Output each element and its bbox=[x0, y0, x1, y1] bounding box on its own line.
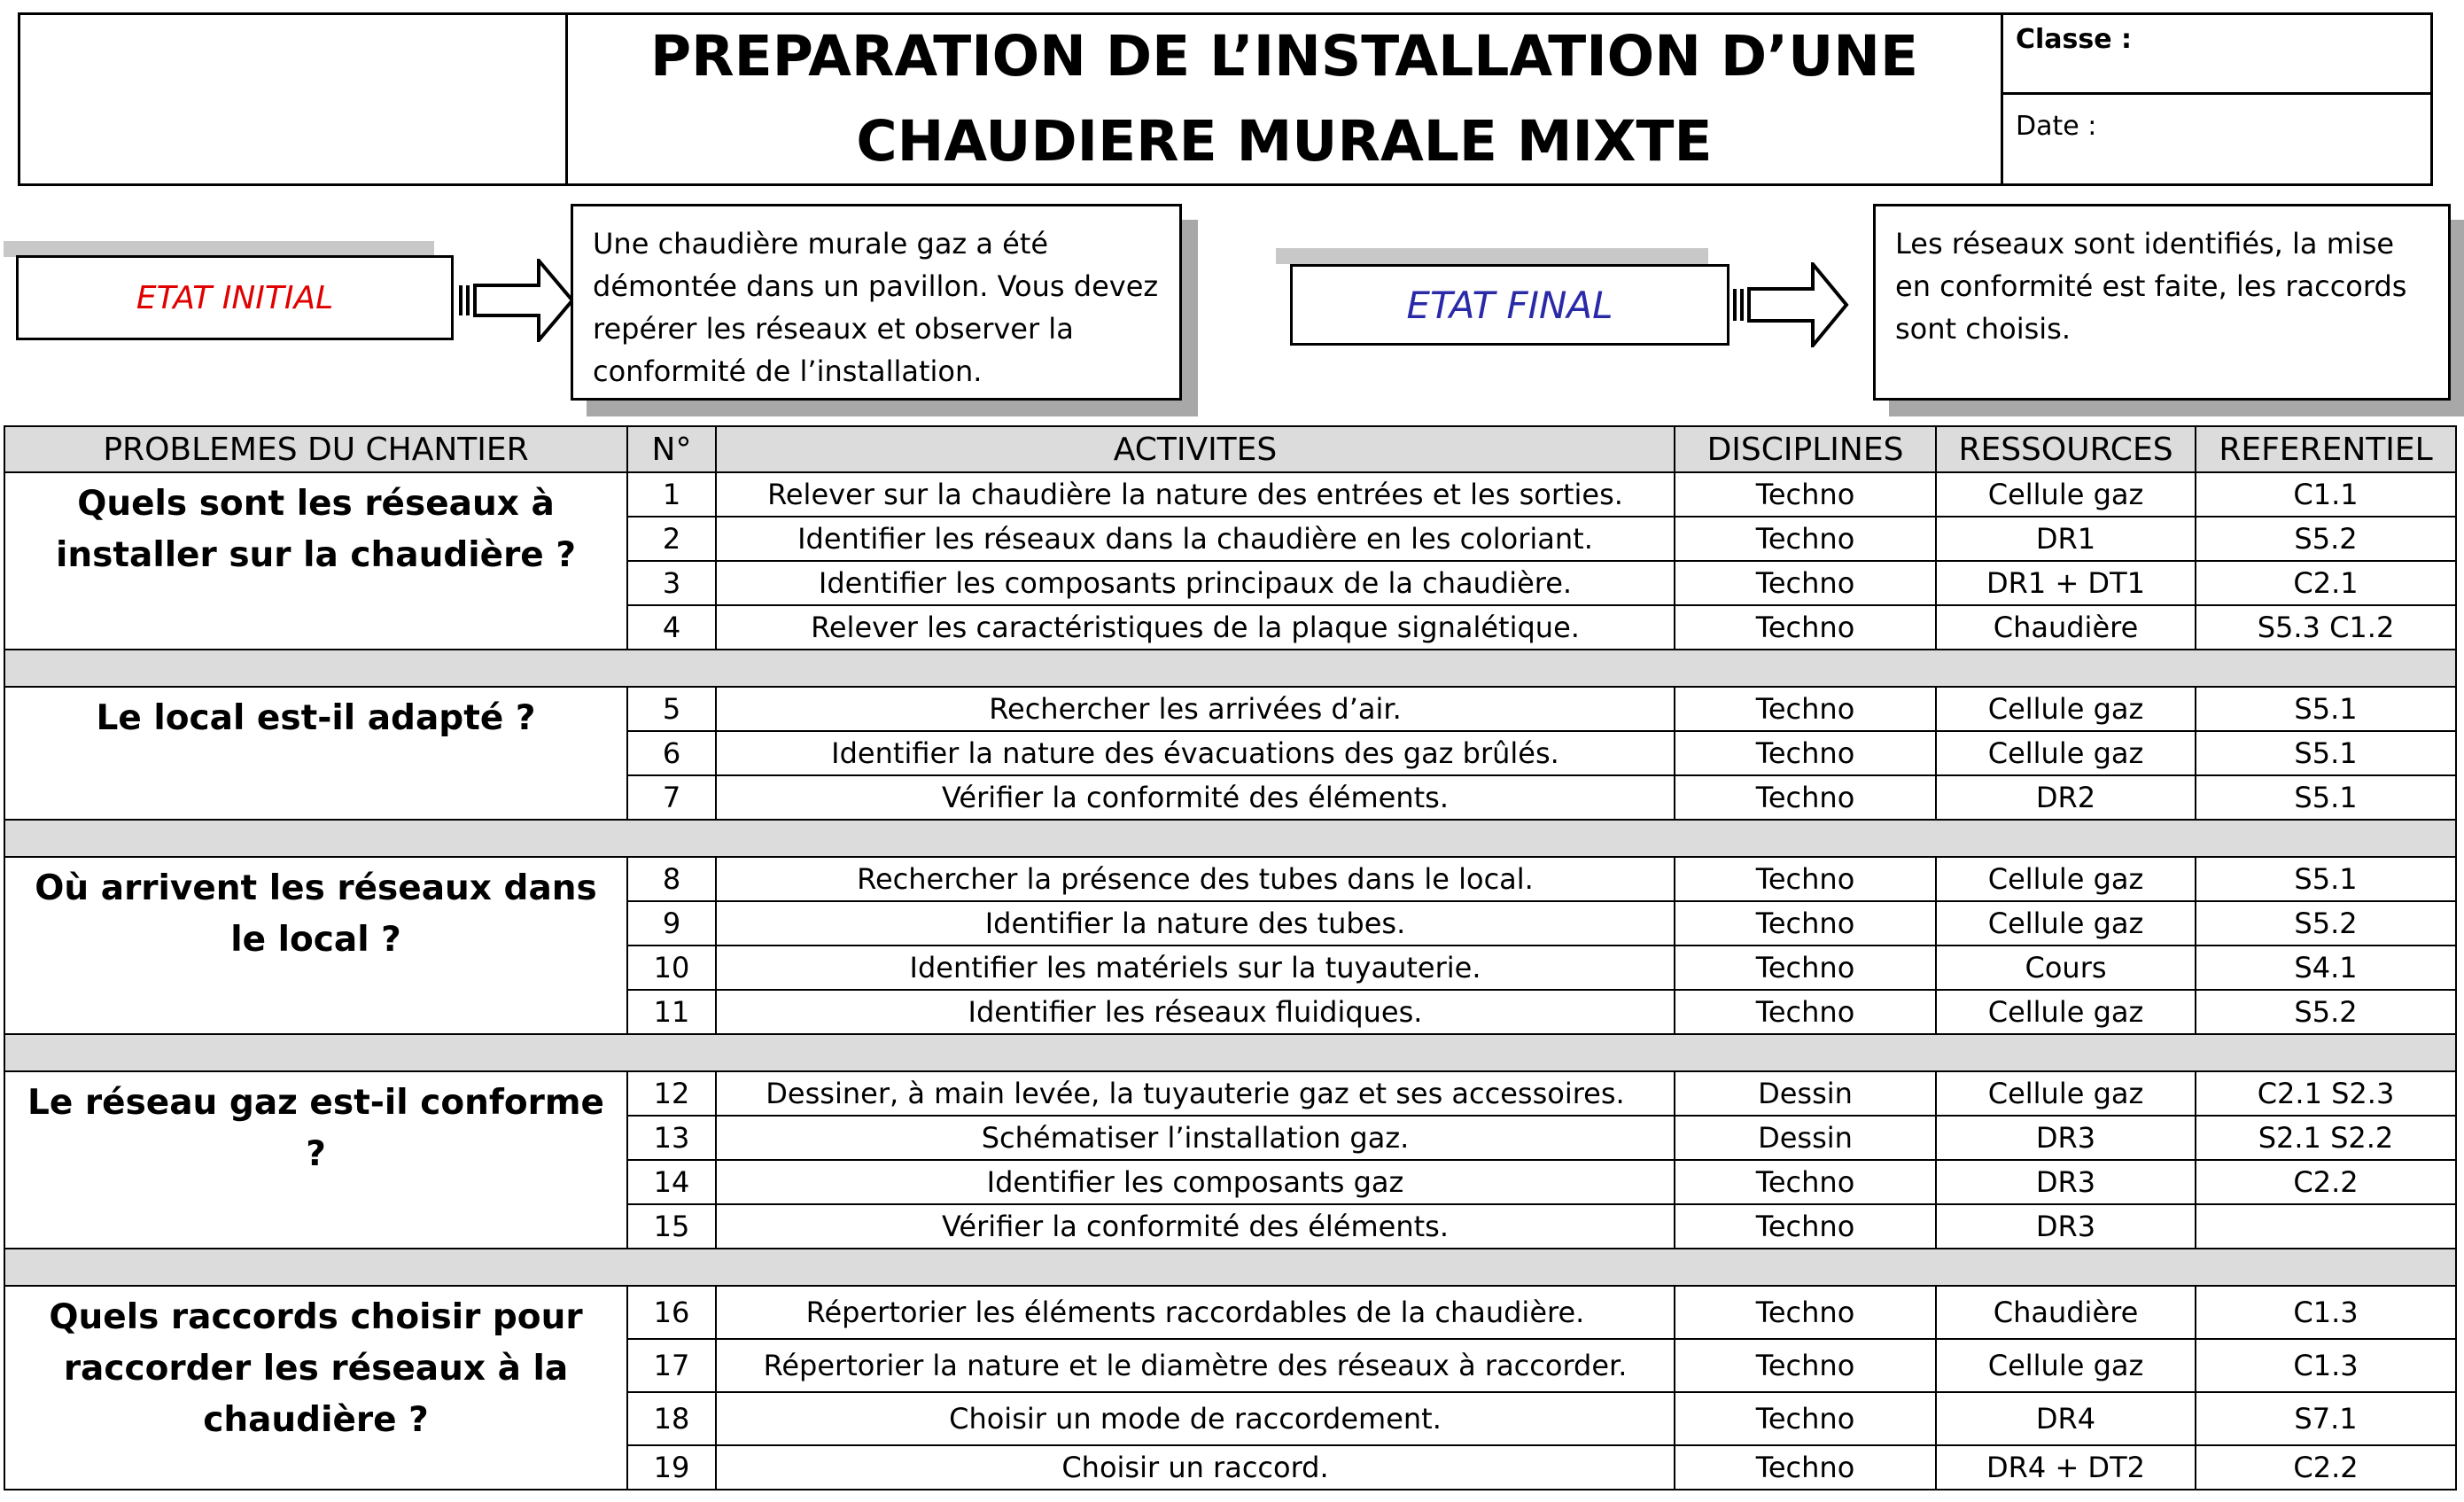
referentiel-cell: C1.3 bbox=[2196, 1286, 2456, 1339]
resource-cell: DR4 + DT2 bbox=[1936, 1445, 2196, 1490]
discipline-cell: Techno bbox=[1675, 1339, 1936, 1392]
classe-field[interactable]: Classe : bbox=[2003, 15, 2430, 95]
number-cell: 17 bbox=[627, 1339, 716, 1392]
activities-table bbox=[4, 425, 2457, 1490]
discipline-cell: Techno bbox=[1675, 605, 1936, 650]
referentiel-cell: S5.2 bbox=[2196, 517, 2456, 561]
referentiel-cell: C1.1 bbox=[2196, 472, 2456, 517]
activity-cell: Choisir un mode de raccordement. bbox=[716, 1392, 1675, 1445]
separator-cell bbox=[4, 1034, 2456, 1071]
number-cell: 19 bbox=[627, 1445, 716, 1490]
column-header: DISCIPLINES bbox=[1675, 426, 1936, 472]
activity-cell: Répertorier la nature et le diamètre des réseaux à raccorder. bbox=[716, 1339, 1675, 1392]
logo-area bbox=[20, 15, 568, 183]
activity-cell: Identifier les réseaux dans la chaudière en les coloriant. bbox=[716, 517, 1675, 561]
discipline-cell: Techno bbox=[1675, 946, 1936, 990]
number-cell: 11 bbox=[627, 990, 716, 1034]
class-date-box bbox=[2003, 15, 2430, 183]
etat-final-label bbox=[1290, 264, 1729, 346]
discipline-cell: Techno bbox=[1675, 472, 1936, 517]
resource-cell: Cellule gaz bbox=[1936, 687, 2196, 731]
activity-cell: Identifier les matériels sur la tuyauterie. bbox=[716, 946, 1675, 990]
discipline-cell: Techno bbox=[1675, 687, 1936, 731]
document-title bbox=[568, 15, 2003, 183]
activity-cell: Identifier les composants principaux de la chaudière. bbox=[716, 561, 1675, 605]
activity-cell: Relever les caractéristiques de la plaque signalétique. bbox=[716, 605, 1675, 650]
activity-cell: Rechercher les arrivées d’air. bbox=[716, 687, 1675, 731]
activity-cell: Dessiner, à main levée, la tuyauterie gaz et ses accessoires. bbox=[716, 1071, 1675, 1116]
referentiel-cell: S5.3 C1.2 bbox=[2196, 605, 2456, 650]
referentiel-cell: C2.2 bbox=[2196, 1445, 2456, 1490]
discipline-cell: Dessin bbox=[1675, 1071, 1936, 1116]
referentiel-cell: S7.1 bbox=[2196, 1392, 2456, 1445]
number-cell: 2 bbox=[627, 517, 716, 561]
resource-cell: Cellule gaz bbox=[1936, 990, 2196, 1034]
referentiel-cell: C2.1 S2.3 bbox=[2196, 1071, 2456, 1116]
activity-cell: Répertorier les éléments raccordables de la chaudière. bbox=[716, 1286, 1675, 1339]
etat-initial-text: ETAT INITIAL bbox=[136, 279, 334, 316]
resource-cell: DR3 bbox=[1936, 1160, 2196, 1204]
number-cell: 6 bbox=[627, 731, 716, 775]
resource-cell: Cellule gaz bbox=[1936, 1071, 2196, 1116]
arrow-icon bbox=[457, 259, 576, 342]
discipline-cell: Techno bbox=[1675, 775, 1936, 820]
discipline-cell: Techno bbox=[1675, 1286, 1936, 1339]
resource-cell: DR3 bbox=[1936, 1116, 2196, 1160]
resource-cell: DR1 bbox=[1936, 517, 2196, 561]
arrow-icon bbox=[1731, 262, 1850, 347]
label-shadow bbox=[1276, 248, 1708, 264]
referentiel-cell: C1.3 bbox=[2196, 1339, 2456, 1392]
problem-cell: Le local est-il adapté ? bbox=[4, 687, 627, 820]
referentiel-cell: S5.1 bbox=[2196, 857, 2456, 901]
activity-cell: Identifier la nature des évacuations des gaz brûlés. bbox=[716, 731, 1675, 775]
discipline-cell: Techno bbox=[1675, 731, 1936, 775]
referentiel-cell: S4.1 bbox=[2196, 946, 2456, 990]
title-line-1: PREPARATION DE L’INSTALLATION D’UNE bbox=[649, 24, 1919, 89]
column-header: N° bbox=[627, 426, 716, 472]
number-cell: 3 bbox=[627, 561, 716, 605]
discipline-cell: Techno bbox=[1675, 1204, 1936, 1249]
number-cell: 16 bbox=[627, 1286, 716, 1339]
activity-cell: Relever sur la chaudière la nature des entrées et les sorties. bbox=[716, 472, 1675, 517]
problem-cell: Quels raccords choisir pour raccorder les réseaux à la chaudière ? bbox=[4, 1286, 627, 1490]
activity-cell: Schématiser l’installation gaz. bbox=[716, 1116, 1675, 1160]
resource-cell: Cellule gaz bbox=[1936, 901, 2196, 946]
group-separator bbox=[4, 820, 2456, 857]
discipline-cell: Techno bbox=[1675, 1392, 1936, 1445]
number-cell: 15 bbox=[627, 1204, 716, 1249]
resource-cell: DR2 bbox=[1936, 775, 2196, 820]
resource-cell: Cellule gaz bbox=[1936, 1339, 2196, 1392]
number-cell: 18 bbox=[627, 1392, 716, 1445]
number-cell: 1 bbox=[627, 472, 716, 517]
date-field[interactable]: Date : bbox=[2016, 111, 2097, 142]
table-row bbox=[4, 687, 2456, 731]
table-row bbox=[4, 857, 2456, 901]
number-cell: 13 bbox=[627, 1116, 716, 1160]
number-cell: 8 bbox=[627, 857, 716, 901]
etat-initial-label bbox=[16, 255, 454, 340]
etat-final-description: Les réseaux sont identifiés, la mise en conformité est faite, les raccords sont choisis. bbox=[1873, 204, 2451, 401]
referentiel-cell: S5.2 bbox=[2196, 990, 2456, 1034]
number-cell: 9 bbox=[627, 901, 716, 946]
document-header bbox=[18, 12, 2433, 186]
resource-cell: Cours bbox=[1936, 946, 2196, 990]
referentiel-cell: S5.1 bbox=[2196, 775, 2456, 820]
problem-cell: Le réseau gaz est-il conforme ? bbox=[4, 1071, 627, 1249]
discipline-cell: Techno bbox=[1675, 561, 1936, 605]
discipline-cell: Techno bbox=[1675, 517, 1936, 561]
title-line-2: CHAUDIERE MURALE MIXTE bbox=[856, 109, 1713, 174]
referentiel-cell: S5.1 bbox=[2196, 687, 2456, 731]
table-header-row bbox=[4, 426, 2456, 472]
number-cell: 4 bbox=[627, 605, 716, 650]
resource-cell: Cellule gaz bbox=[1936, 731, 2196, 775]
resource-cell: Chaudière bbox=[1936, 605, 2196, 650]
resource-cell: DR1 + DT1 bbox=[1936, 561, 2196, 605]
separator-cell bbox=[4, 820, 2456, 857]
problem-cell: Quels sont les réseaux à installer sur la chaudière ? bbox=[4, 472, 627, 650]
discipline-cell: Techno bbox=[1675, 901, 1936, 946]
activity-cell: Identifier la nature des tubes. bbox=[716, 901, 1675, 946]
referentiel-cell: S5.2 bbox=[2196, 901, 2456, 946]
discipline-cell: Techno bbox=[1675, 857, 1936, 901]
problem-cell: Où arrivent les réseaux dans le local ? bbox=[4, 857, 627, 1034]
table-row bbox=[4, 1286, 2456, 1339]
group-separator bbox=[4, 1249, 2456, 1286]
number-cell: 5 bbox=[627, 687, 716, 731]
resource-cell: Cellule gaz bbox=[1936, 472, 2196, 517]
group-separator bbox=[4, 650, 2456, 687]
column-header: REFERENTIEL bbox=[2196, 426, 2456, 472]
referentiel-cell: S5.1 bbox=[2196, 731, 2456, 775]
resource-cell: Chaudière bbox=[1936, 1286, 2196, 1339]
referentiel-cell: C2.2 bbox=[2196, 1160, 2456, 1204]
discipline-cell: Techno bbox=[1675, 990, 1936, 1034]
column-header: PROBLEMES DU CHANTIER bbox=[4, 426, 627, 472]
activity-cell: Rechercher la présence des tubes dans le local. bbox=[716, 857, 1675, 901]
number-cell: 12 bbox=[627, 1071, 716, 1116]
activity-cell: Identifier les composants gaz bbox=[716, 1160, 1675, 1204]
referentiel-cell bbox=[2196, 1204, 2456, 1249]
number-cell: 10 bbox=[627, 946, 716, 990]
discipline-cell: Techno bbox=[1675, 1160, 1936, 1204]
column-header: ACTIVITES bbox=[716, 426, 1675, 472]
number-cell: 7 bbox=[627, 775, 716, 820]
etat-initial-description: Une chaudière murale gaz a été démontée dans un pavillon. Vous devez repérer les réseaux et observer la conformité de l’installation. bbox=[571, 204, 1182, 401]
activity-cell: Vérifier la conformité des éléments. bbox=[716, 775, 1675, 820]
resource-cell: DR3 bbox=[1936, 1204, 2196, 1249]
etat-final-text: ETAT FINAL bbox=[1406, 283, 1613, 327]
resource-cell: DR4 bbox=[1936, 1392, 2196, 1445]
separator-cell bbox=[4, 1249, 2456, 1286]
group-separator bbox=[4, 1034, 2456, 1071]
table-row bbox=[4, 1071, 2456, 1116]
activity-cell: Vérifier la conformité des éléments. bbox=[716, 1204, 1675, 1249]
table-row bbox=[4, 472, 2456, 517]
column-header: RESSOURCES bbox=[1936, 426, 2196, 472]
discipline-cell: Dessin bbox=[1675, 1116, 1936, 1160]
discipline-cell: Techno bbox=[1675, 1445, 1936, 1490]
activity-cell: Choisir un raccord. bbox=[716, 1445, 1675, 1490]
referentiel-cell: C2.1 bbox=[2196, 561, 2456, 605]
activity-cell: Identifier les réseaux fluidiques. bbox=[716, 990, 1675, 1034]
separator-cell bbox=[4, 650, 2456, 687]
number-cell: 14 bbox=[627, 1160, 716, 1204]
referentiel-cell: S2.1 S2.2 bbox=[2196, 1116, 2456, 1160]
resource-cell: Cellule gaz bbox=[1936, 857, 2196, 901]
